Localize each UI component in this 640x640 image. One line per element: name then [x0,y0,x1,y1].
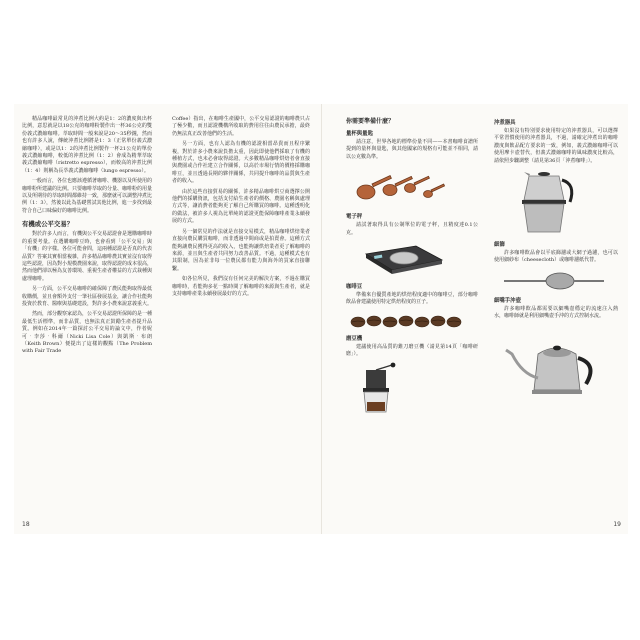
item-heading-beans: 咖啡豆 [346,284,363,291]
section-heading-equipment: 你需要準備什麼？ [346,118,395,125]
body-paragraph: 如各位所見，我們沒有任何完美的解決方案，不過在購買咖啡時，若能夠多花一點時間了解咖啡的來源與生產者，就是支持咖啡產業永續發展最好的方式。 [172,276,310,297]
left-page [22,116,312,526]
item-text: 建議使用高品質的錐刀磨豆機（請見第14頁「咖啡研磨」）。 [346,343,478,358]
section-heading-fair-trade: 有機或公平交易？ [22,220,74,229]
book-spread [14,104,628,534]
body-paragraph: 一般而言，各位也應該遵循著咖啡、機器以及所使用的咖啡粉所建議的比例。只要咖啡萃取的分量、咖啡粉的用量以及所期待的萃取時間都維持一致，那麼就可以調整沖煮比例（1：3），然後以此為基礎嘗試其他比例，進一步找到最符合自己口味偏好的咖啡比例。 [22,178,153,214]
item-text: 請試著取得具有公制單位的電子秤，且精度達0.1公克。 [346,222,478,236]
item-heading-grinder: 磨豆機 [346,335,363,342]
fine-sieve-illustration [494,268,614,294]
gutter [321,104,322,534]
item-heading-measuring: 量杯與量匙 [346,131,373,137]
item-heading-brewer: 沖煮器具 [494,120,516,126]
item-heading-kettle: 細嘴手沖壺 [494,297,521,304]
item-heading-sieve: 細篩 [494,242,505,249]
body-paragraph: 對於許多人而言，有機與公平交易認證會是選購咖啡時的重要考量。在選購咖啡豆時，也會看到「公平交易」與「有機」的字樣。各位可能會問，這兩種認證是否真的代表品質？答案其實相當複雜，許多精品咖啡農其實並沒有取得這些認證，因為對小規模農園來說，取得認證的成本很高，然而他們卻以極為友善環境、重視生產者權益的方式栽種與處理咖啡。 [22,231,153,282]
body-paragraph: 精品咖啡最常見的沖煮比例大約是1：2的濃度與出杯比例，意思就是以18公克的咖啡粉製作出一杯36公克的雙份義式濃縮咖啡。萃取時間一般來說是20～35秒鐘，然而也有許多人說，傳統沖煮比例將是1：3（正常單份義式濃縮咖啡），或是以1：2的沖煮比例製作一杯21公克的單份義式濃縮咖啡，較低的沖煮比例（1：2）會成為精華萃取義式濃縮咖啡（ristretto espresso），而較高的沖煮比例（1：4）則稱為長萃義式濃縮咖啡（lungo espresso）。 [22,116,152,174]
body-paragraph: 由於這些直接貿易的關係，許多精品咖啡烘豆商選擇公開他們的採購資訊，包括支付給生產者的價格、農園名稱與處理方式等，讓消費者能夠更了解自己所購買的咖啡。這種透明化的做法，被許多人視為比單純的認證更能保障咖啡產業永續發展的方式。 [172,188,310,225]
right-column-2 [494,116,618,400]
body-paragraph: 然而，部分觀察家認為，公平交易認證所保障的是一種最低生活標準，而非品質，也無法真正鼓勵生產者提升品質。例如在2014年一篇探討公平交易的論文中，作者妮可‧李莎‧科爾（Nicki Lisa Cole）與凱斯‧布朗（Keith Brown）便提出了這樣的觀點（The Problem with Fair Trade [22,311,153,355]
page-number-left: 18 [22,521,30,528]
body-paragraph: 另一方面，公平交易咖啡的確保障了農民能夠取得最低收購價，並且會額外支付一筆社區發展基金，讓合作社能夠投資於教育、醫療與基礎建設，對許多小農來說意義重大。 [22,286,153,307]
moka-pot-illustration [494,168,614,238]
item-text: 準備來自優質產地的烘焙程度適中的咖啡豆，部分咖啡飲品會建議使用特定烘焙程度的豆子。 [346,292,478,306]
body-paragraph: Coffee）指出，在咖啡生產國中，公平交易認證的咖啡農只占了極少數，而且認證機構所收取的費用往往由農民承擔，最終仍無法真正改善他們的生活。 [172,116,310,137]
body-paragraph: 另一方面，也有人認為有機的認證相當昂貴而且程序繁複，對於許多小農來說負擔太重，因此即使他們採取了有機的種植方式，也未必會取得認證。大多數精品咖啡烘焙者會直接與農園或合作社建立合作關係，以高於市場行情的價格採購咖啡豆，並且透過長期的夥伴關係，共同提升咖啡的品質與生產者的收入。 [172,141,310,185]
coffee-beans-illustration [346,310,476,332]
left-column-2 [172,116,310,301]
digital-scale-illustration [346,240,456,280]
right-page [346,116,621,526]
gooseneck-kettle-illustration [494,324,618,400]
left-column-1 [22,116,152,359]
page-number-right: 19 [613,521,621,528]
measuring-spoons-illustration [346,164,456,210]
item-text: 許多咖啡飲品會以平底篩濾或大網子過濾，也可以使用細紗布（cheesecloth）或咖啡濾紙代替。 [494,250,618,264]
item-text: 請注意，世界各地的標準份量不同——本書咖啡食譜所提到的量杯與量匙，與其他國家的規格有可能並不相同，請以公克數為準。 [346,139,478,160]
body-paragraph: 另一個常見的作法就是直接交易模式，精品咖啡烘焙業者直接向農民購買咖啡，而非透過中間商或是拍賣會。這種方式能夠讓農民獲得更高的收入，也能夠讓烘焙業者更了解咖啡的來源，並且與生產者共同努力改善品質。不過，這種模式也有其限制，因為並非每一位農民都有能力與海外的買家直接聯繫。 [172,228,310,272]
item-heading-scale: 電子秤 [346,214,363,221]
item-text: 如果沒有特別要求使用特定的沖煮器具，可以選擇平常習慣使用的沖煮器具，不過，請確定沖煮出的咖啡濃度與飲品配方要求的一致，例如，義式濃縮咖啡可以使用摩卡壺替代，但義式濃縮咖啡的風味濃度比較高，請依照步驟調整（請見第36頁「沖煮咖啡」）。 [494,128,618,164]
right-column-1 [346,116,478,416]
coffee-grinder-illustration [346,362,406,416]
item-text: 許多咖啡飲品都需要以細嘴壺穩定的流速注入熱水，咖啡師就是利用細嘴壺手沖的方式控制水流。 [494,305,618,320]
